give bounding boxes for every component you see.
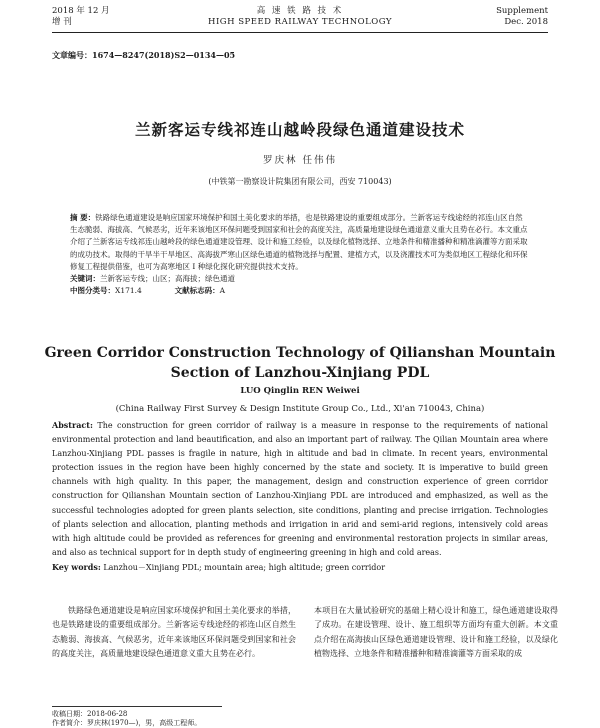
header-center — [52, 6, 548, 28]
abstract-cn-label: 摘 要： — [70, 213, 96, 222]
title-cn: 兰新客运专线祁连山越岭段绿色通道建设技术 — [134, 120, 465, 139]
keywords-en-label: Key words: — [52, 561, 101, 572]
journal-name-en: HIGH SPEED RAILWAY TECHNOLOGY — [208, 17, 392, 27]
footnote-author: 作者简介：罗庆林(1970—)，男，高级工程师。 — [52, 719, 202, 727]
abstract-cn — [70, 212, 530, 297]
journal-name-cn: 高 速 铁 路 技 术 — [256, 6, 344, 16]
abstract-en-text: The construction for green corridor of railway is a measure in response to the requirements of national environmental protection and land beautification, and also an important part of railway. The Qilian Mountain area where Lanzhou-Xinjiang PDL passes is fragile in nature, high in altitude and bad in climate. In recent years, environmental protection issues in the region have been highly concerned by the state and society. It is imperative to build green channels with high quality. In this paper, the management, design and construction experience of green corridor construction for Qilianshan Mountain section of Lanzhou-Xinjiang PDL are introduced and emphasized, as well as the successful technologies adopted for green plants selection, site conditions, planting and precise irrigation. Technologies of plants selection and allocation, planting methods and irrigation in arid and semi-arid regions, intensively cold areas with high altitude could be provided as references for greening and environmental restoration projects in similar areas, and also as technical support for in depth study of engineering greening in high and cold areas. — [52, 421, 548, 557]
authors-cn: 罗庆林 任伟伟 — [262, 155, 338, 166]
header-supplement: Supplement — [496, 6, 548, 16]
title-en-line1: Green Corridor Construction Technology of Qilianshan Mountain — [44, 345, 556, 361]
title-en-line2: Section of Lanzhou-Xinjiang PDL — [170, 365, 430, 381]
authors-en: LUO Qinglin REN Weiwei — [240, 386, 360, 396]
body-column-right: 本项目在大量试验研究的基础上精心设计和施工，绿色通道建设取得了成功。在建设管理、设计、施工组织等方面均有重大创新。本文重点介绍在高海拔山区绿色通道建设管理、设计和施工经验，以及绿化植物选择、立地条件和精准播种和精准滴灌等方面采取的成 — [314, 606, 558, 658]
body-column-left: 铁路绿色通道建设是响应国家环境保护和国土美化要求的举措，也是铁路建设的重要组成部分。兰新客运专线途经的祁连山区自然生态脆弱、海拔高、气候恶劣，近年来该地区环保问题受到国家和社会的高度关注，高质量地建设绿色通道意义重大且势在必行。 — [52, 606, 296, 658]
footnote-received: 收稿日期：2018-06-28 — [52, 710, 128, 718]
header-date: 2018 年 12 月 — [52, 6, 110, 16]
abstract-en-label: Abstract: — [52, 420, 93, 430]
keywords-cn: 兰新客运专线；山区；高海拔；绿色通道 — [100, 274, 235, 284]
title-en — [40, 343, 560, 383]
abstract-en — [52, 418, 548, 575]
affiliation-cn: (中铁第一勘察设计院集团有限公司，西安 710043) — [208, 177, 392, 186]
doc-code: A — [219, 286, 226, 296]
abstract-cn-text: 铁路绿色通道建设是响应国家环境保护和国土美化要求的举措，也是铁路建设的重要组成部分。兰新客运专线途经的祁连山区自然生态脆弱、海拔高、气候恶劣，近年来该地区环保问题受到国家和社会的高度关注，高质量地建设绿色通道意义重大且势在必行。本文重点介绍了兰新客运专线祁连山越岭段的绿色通道建设管理、设计和施工经验，以及绿化植物选择、立地条件和精准播种和精准滴灌等方面采取的成功技术。取得的干旱半干旱地区、高海拔严寒山区绿色通道的植物选择与配置、建植方式，以及浇灌技术可为类似地区工程绿化和环保修复工程提供借鉴，也可为高寒地区 I 种绿化探化研究提供技术支持。 — [70, 213, 528, 271]
header-rule — [52, 32, 548, 33]
header-right — [496, 6, 548, 28]
header-issue: 增 刊 — [52, 17, 72, 27]
affiliation-en: (China Railway First Survey & Design Institute Group Co., Ltd., Xi'an 710043, China) — [115, 404, 485, 414]
clc-label: 中图分类号： — [70, 286, 115, 296]
clc-number: X171.4 — [115, 286, 142, 296]
article-number: 文章编号：1674—8247(2018)S2—0134—05 — [52, 50, 236, 60]
keywords-en: Lanzhou－Xinjiang PDL; mountain area; high altitude; green corridor — [103, 562, 386, 572]
keywords-cn-label: 关键词： — [70, 274, 100, 284]
doc-code-label: 文献标志码： — [174, 286, 220, 296]
running-header — [52, 6, 548, 38]
header-date-en: Dec. 2018 — [504, 17, 548, 27]
